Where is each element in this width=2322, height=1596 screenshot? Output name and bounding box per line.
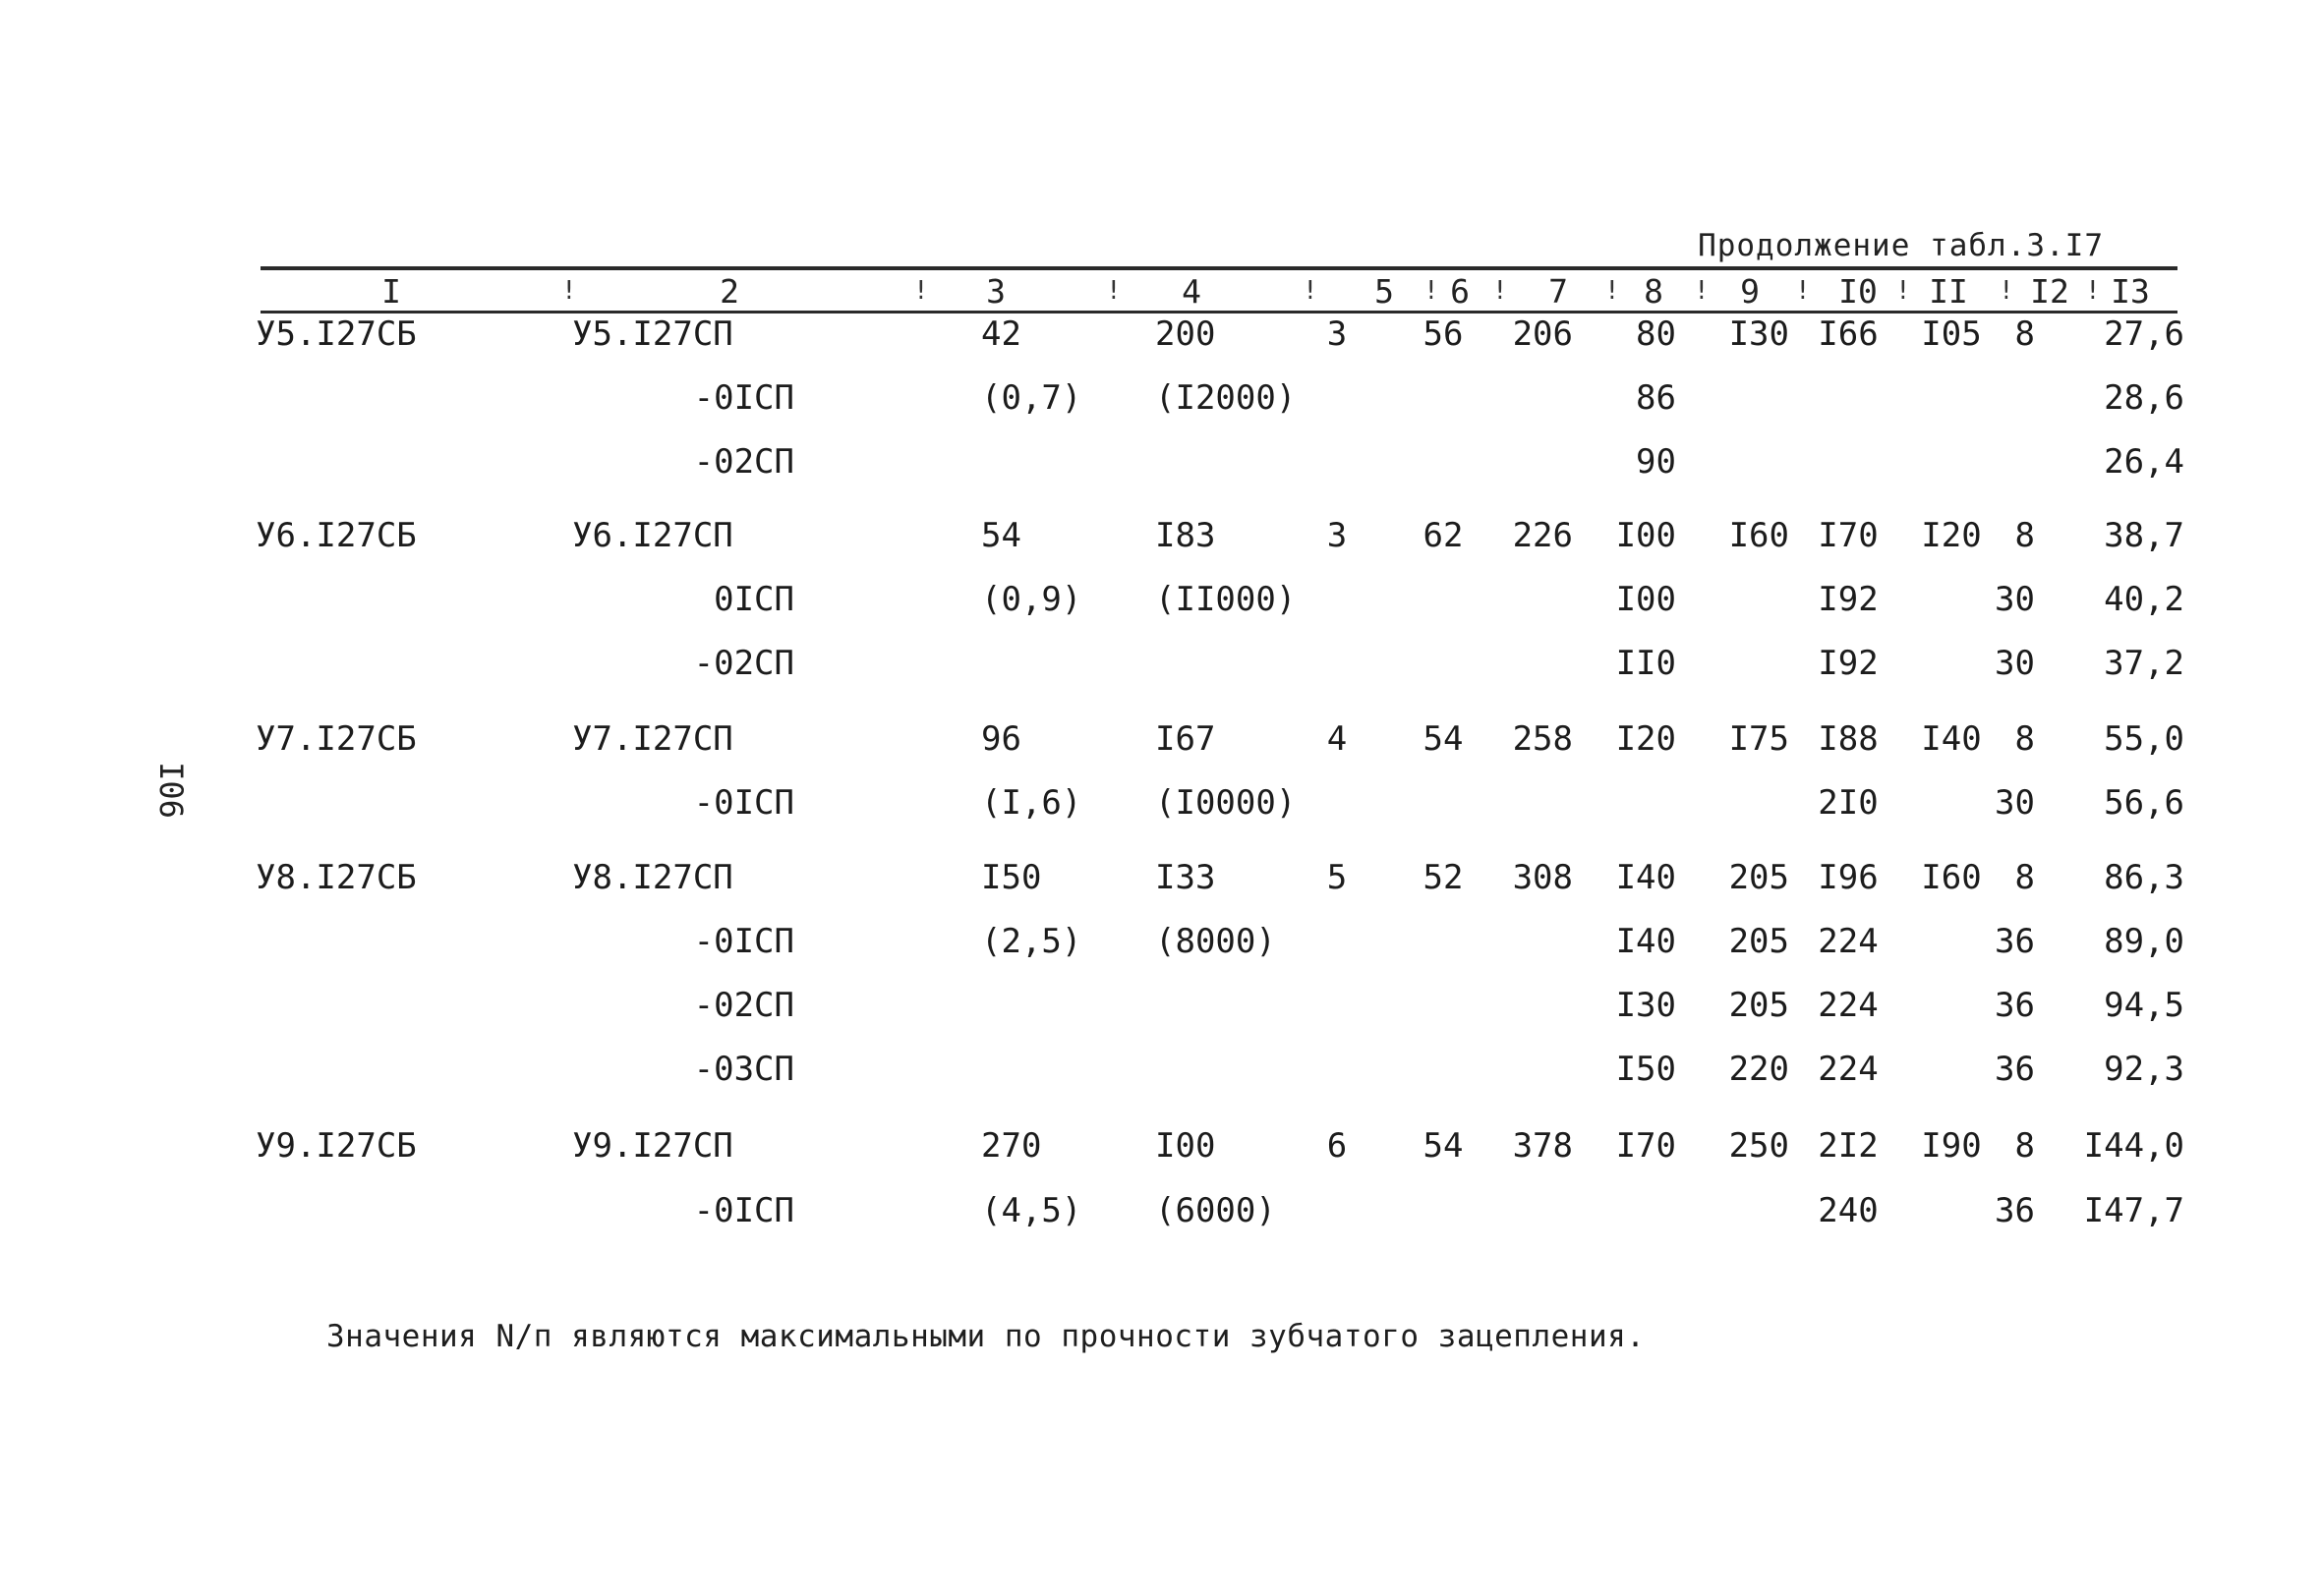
table-cell-col-4: I33 <box>1155 858 1216 897</box>
table-cell-col-12: 30 <box>1995 580 2035 619</box>
table-cell-col-9: 250 <box>1728 1126 1789 1166</box>
table-cell-col-4: I00 <box>1155 1126 1216 1166</box>
page-number: I06 <box>151 762 190 819</box>
table-cell-col-13: 40,2 <box>2104 580 2184 619</box>
table-cell-col-3: (0,9) <box>981 580 1082 619</box>
table-cell-col-12: 30 <box>1995 644 2035 683</box>
table-cell-col-13: 55,0 <box>2104 719 2184 759</box>
column-separator: ! <box>913 276 929 306</box>
column-separator: ! <box>1895 276 1911 306</box>
table-cell-col-13: 86,3 <box>2104 858 2184 897</box>
column-separator: ! <box>1303 276 1318 306</box>
table-cell-col-2: -0IСП <box>693 378 794 418</box>
column-separator: ! <box>1423 276 1439 306</box>
table-cell-col-2: У8.I27СП <box>572 858 733 897</box>
table-cell-col-8: I50 <box>1615 1050 1676 1089</box>
table-cell-col-10: 2I2 <box>1818 1126 1879 1166</box>
table-cell-col-2: -0IСП <box>693 1191 794 1230</box>
column-separator: ! <box>1604 276 1620 306</box>
table-cell-col-12: 8 <box>2014 314 2035 354</box>
table-cell-col-12: 8 <box>2014 719 2035 759</box>
table-cell-col-3: 42 <box>981 314 1021 354</box>
table-cell-col-3: 96 <box>981 719 1021 759</box>
column-header-10: I0 <box>1838 272 1878 311</box>
table-cell-col-12: 36 <box>1995 986 2035 1025</box>
table-cell-col-9: 205 <box>1728 922 1789 961</box>
table-cell-col-7: 226 <box>1512 516 1573 555</box>
table-cell-col-12: 8 <box>2014 516 2035 555</box>
table-cell-col-11: I40 <box>1921 719 1982 759</box>
table-cell-col-8: I30 <box>1615 986 1676 1025</box>
table-cell-col-9: 205 <box>1728 986 1789 1025</box>
table-cell-col-6: 54 <box>1422 719 1464 759</box>
table-continuation-caption: Продолжение табл.3.I7 <box>1698 228 2104 263</box>
table-cell-col-3: 54 <box>981 516 1021 555</box>
table-cell-col-12: 30 <box>1995 783 2035 823</box>
table-cell-col-12: 36 <box>1995 922 2035 961</box>
table-cell-col-13: I44,0 <box>2083 1126 2184 1166</box>
table-cell-col-2: У5.I27СП <box>572 314 733 354</box>
footnote: Значения N/п являются максимальными по прочности зубчатого зацепления. <box>326 1319 1646 1354</box>
table-cell-col-4: (6000) <box>1155 1191 1276 1230</box>
table-cell-col-9: 205 <box>1728 858 1789 897</box>
table-cell-col-2: -0IСП <box>693 783 794 823</box>
table-cell-col-3: I50 <box>981 858 1042 897</box>
column-header-7: 7 <box>1548 272 1568 311</box>
table-cell-col-3: 270 <box>981 1126 1042 1166</box>
table-cell-col-13: 92,3 <box>2104 1050 2184 1089</box>
table-cell-col-5: 3 <box>1326 516 1348 555</box>
table-cell-col-10: 224 <box>1818 1050 1879 1089</box>
table-cell-col-1: У5.I27СБ <box>256 314 417 354</box>
table-cell-col-1: У9.I27СБ <box>256 1126 417 1166</box>
table-cell-col-10: I70 <box>1818 516 1879 555</box>
table-cell-col-8: I00 <box>1615 580 1676 619</box>
column-header-2: 2 <box>720 272 739 311</box>
column-separator: ! <box>1795 276 1811 306</box>
table-cell-col-13: 28,6 <box>2104 378 2184 418</box>
column-header-8: 8 <box>1644 272 1663 311</box>
table-cell-col-3: (2,5) <box>981 922 1082 961</box>
table-cell-col-12: 8 <box>2014 858 2035 897</box>
table-cell-col-7: 206 <box>1512 314 1573 354</box>
table-cell-col-10: 2I0 <box>1818 783 1879 823</box>
column-separator: ! <box>2085 276 2101 306</box>
table-cell-col-8: I00 <box>1615 516 1676 555</box>
column-separator: ! <box>1694 276 1710 306</box>
table-cell-col-4: I67 <box>1155 719 1216 759</box>
column-header-5: 5 <box>1374 272 1394 311</box>
table-cell-col-3: (0,7) <box>981 378 1082 418</box>
table-cell-col-4: (II000) <box>1155 580 1297 619</box>
table-cell-col-12: 36 <box>1995 1050 2035 1089</box>
column-separator: ! <box>1492 276 1508 306</box>
table-cell-col-4: 200 <box>1155 314 1216 354</box>
table-cell-col-10: I88 <box>1818 719 1879 759</box>
table-cell-col-6: 52 <box>1422 858 1464 897</box>
table-cell-col-2: У9.I27СП <box>572 1126 733 1166</box>
table-cell-col-10: I92 <box>1818 580 1879 619</box>
table-cell-col-4: (8000) <box>1155 922 1276 961</box>
column-separator: ! <box>1106 276 1122 306</box>
column-header-13: I3 <box>2111 272 2150 311</box>
table-cell-col-8: I40 <box>1615 922 1676 961</box>
table-cell-col-4: I83 <box>1155 516 1216 555</box>
table-cell-col-13: 89,0 <box>2104 922 2184 961</box>
column-header-12: I2 <box>2030 272 2069 311</box>
column-header-9: 9 <box>1740 272 1760 311</box>
column-header-11: II <box>1929 272 1968 311</box>
table-cell-col-1: У8.I27СБ <box>256 858 417 897</box>
table-cell-col-13: 94,5 <box>2104 986 2184 1025</box>
table-cell-col-5: 6 <box>1326 1126 1348 1166</box>
table-cell-col-13: I47,7 <box>2083 1191 2184 1230</box>
table-cell-col-8: II0 <box>1615 644 1676 683</box>
table-cell-col-11: I90 <box>1921 1126 1982 1166</box>
table-cell-col-13: 26,4 <box>2104 442 2184 482</box>
column-header-4: 4 <box>1182 272 1201 311</box>
table-cell-col-3: (4,5) <box>981 1191 1082 1230</box>
table-cell-col-8: 86 <box>1636 378 1676 418</box>
column-separator: ! <box>1999 276 2014 306</box>
table-cell-col-8: I40 <box>1615 858 1676 897</box>
table-cell-col-5: 4 <box>1326 719 1348 759</box>
table-cell-col-7: 258 <box>1512 719 1573 759</box>
table-cell-col-8: 80 <box>1636 314 1676 354</box>
table-cell-col-9: I30 <box>1728 314 1789 354</box>
table-cell-col-5: 3 <box>1326 314 1348 354</box>
table-cell-col-8: I70 <box>1615 1126 1676 1166</box>
table-cell-col-3: (I,6) <box>981 783 1082 823</box>
column-header-3: 3 <box>986 272 1006 311</box>
table-cell-col-10: 224 <box>1818 986 1879 1025</box>
table-cell-col-2: -03СП <box>693 1050 794 1089</box>
table-cell-col-11: I05 <box>1921 314 1982 354</box>
table-cell-col-10: 240 <box>1818 1191 1879 1230</box>
table-cell-col-13: 38,7 <box>2104 516 2184 555</box>
table-cell-col-10: I66 <box>1818 314 1879 354</box>
table-cell-col-2: У6.I27СП <box>572 516 733 555</box>
table-cell-col-2: -02СП <box>693 986 794 1025</box>
column-separator: ! <box>561 276 577 306</box>
table-cell-col-6: 54 <box>1422 1126 1464 1166</box>
table-cell-col-8: I20 <box>1615 719 1676 759</box>
table-cell-col-12: 8 <box>2014 1126 2035 1166</box>
table-cell-col-4: (I2000) <box>1155 378 1297 418</box>
table-cell-col-1: У6.I27СБ <box>256 516 417 555</box>
table-cell-col-11: I20 <box>1921 516 1982 555</box>
table-cell-col-2: -02СП <box>693 644 794 683</box>
table-cell-col-2: -02СП <box>693 442 794 482</box>
table-cell-col-6: 62 <box>1422 516 1464 555</box>
table-cell-col-2: У7.I27СП <box>572 719 733 759</box>
table-cell-col-7: 308 <box>1512 858 1573 897</box>
table-cell-col-2: -0IСП <box>693 922 794 961</box>
column-header-6: 6 <box>1450 272 1470 311</box>
table-cell-col-4: (I0000) <box>1155 783 1297 823</box>
table-cell-col-13: 37,2 <box>2104 644 2184 683</box>
table-cell-col-11: I60 <box>1921 858 1982 897</box>
table-cell-col-2: 0IСП <box>714 580 794 619</box>
table-cell-col-5: 5 <box>1326 858 1348 897</box>
table-cell-col-9: I60 <box>1728 516 1789 555</box>
table-cell-col-12: 36 <box>1995 1191 2035 1230</box>
table-cell-col-9: 220 <box>1728 1050 1789 1089</box>
table-cell-col-10: I96 <box>1818 858 1879 897</box>
table-cell-col-13: 56,6 <box>2104 783 2184 823</box>
column-header-1: I <box>381 272 401 311</box>
table-cell-col-10: I92 <box>1818 644 1879 683</box>
table-cell-col-7: 378 <box>1512 1126 1573 1166</box>
table-cell-col-9: I75 <box>1728 719 1789 759</box>
table-cell-col-6: 56 <box>1422 314 1464 354</box>
table-cell-col-13: 27,6 <box>2104 314 2184 354</box>
table-cell-col-1: У7.I27СБ <box>256 719 417 759</box>
table-cell-col-8: 90 <box>1636 442 1676 482</box>
table-cell-col-10: 224 <box>1818 922 1879 961</box>
